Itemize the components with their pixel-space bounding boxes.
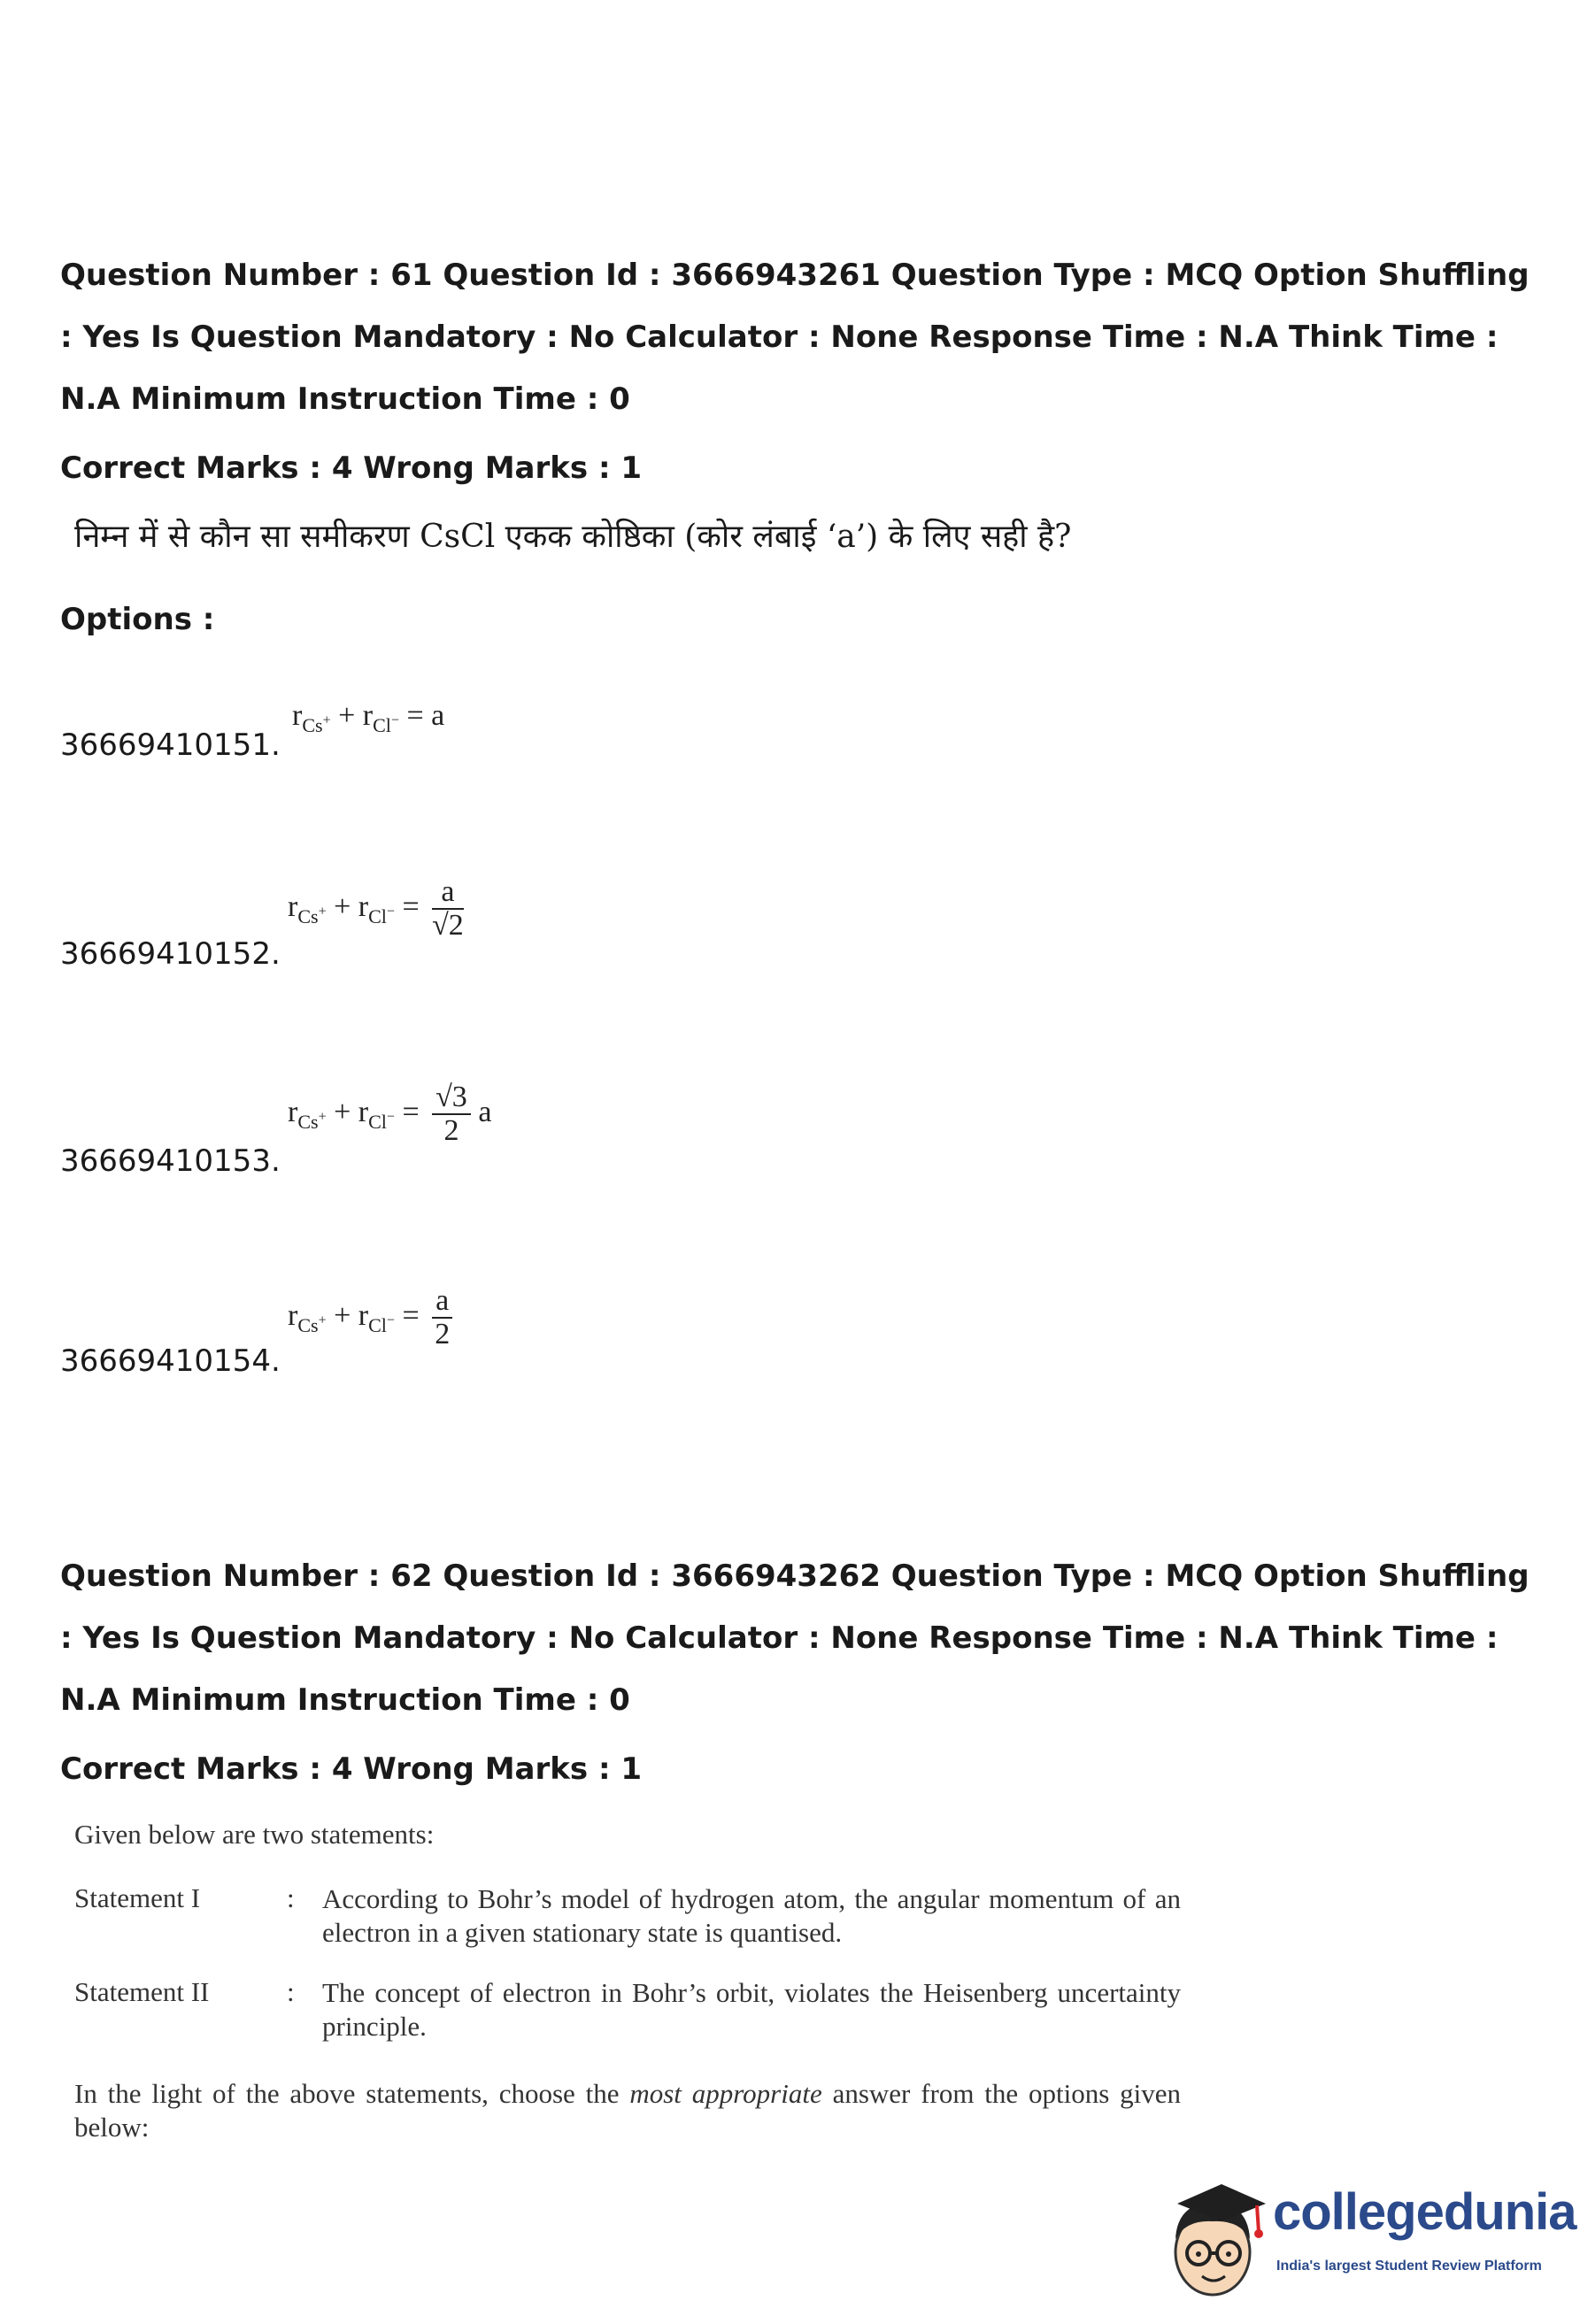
question-61-marks: Correct Marks : 4 Wrong Marks : 1	[60, 450, 643, 486]
statement-2-label: Statement II	[74, 1976, 210, 2007]
option-1-formula: $r_{Cs^+} + r_{Cl^-} = a$	[292, 699, 445, 736]
statement-1	[74, 1882, 1181, 1950]
option-4-formula: $r_{Cs^+} + r_{Cl^-}$ = $\frac{a}{2}$	[288, 1285, 452, 1351]
collegedunia-logo	[1160, 2177, 1576, 2301]
statements-instruction: In the light of the above statements, choose the most appropriate answer from the options given below:	[74, 2078, 1182, 2143]
option-3-id: 36669410153.	[60, 1143, 281, 1179]
option-4-id: 36669410154.	[60, 1343, 281, 1379]
question-62-marks: Correct Marks : 4 Wrong Marks : 1	[60, 1751, 643, 1787]
statement-2-colon: :	[287, 1976, 295, 2007]
statement-2	[74, 1976, 1181, 2043]
statement-1-colon: :	[287, 1882, 295, 1913]
question-61-header: Question Number : 61 Question Id : 3666943261 Question Type : MCQ Option Shuffling : Yes Is Question Mandatory : No Calculator : None Response Time : N.A Think Time : N.A Minimum Instruction Time : 0	[60, 258, 1530, 417]
option-2-id: 36669410152.	[60, 936, 281, 972]
statement-1-label: Statement I	[74, 1882, 201, 1913]
statement-2-text: The concept of electron in Bohr’s orbit, violates the Heisenberg uncertainty principle.	[322, 1977, 1181, 2042]
statement-1-text: According to Bohr’s model of hydrogen atom, the angular momentum of an electron in a given stationary state is quantised.	[322, 1883, 1181, 1948]
question-62-header: Question Number : 62 Question Id : 3666943262 Question Type : MCQ Option Shuffling : Yes Is Question Mandatory : No Calculator : None Response Time : N.A Think Time : N.A Minimum Instruction Time : 0	[60, 1558, 1530, 1718]
option-1-id: 36669410151.	[60, 727, 281, 763]
question-62-body	[74, 1819, 1181, 2144]
options-label: Options :	[60, 602, 215, 637]
logo-tagline: India's largest Student Review Platform	[1276, 2259, 1542, 2274]
option-2-formula: $r_{Cs^+} + r_{Cl^-}$ = $\frac{a}{√2}$	[288, 875, 464, 942]
statements-intro: Given below are two statements:	[74, 1819, 435, 1850]
logo-name: collegedunia	[1273, 2183, 1576, 2241]
mascot-icon	[1160, 2177, 1275, 2301]
option-3-formula: $r_{Cs^+} + r_{Cl^-}$ = $\frac{√3}{2}$ a	[288, 1081, 492, 1147]
question-61-text: निम्न में से कौन सा समीकरण CsCl एकक कोष्ठिका (कोर लंबाई ‘a’) के लिए सही है?	[74, 519, 1072, 555]
